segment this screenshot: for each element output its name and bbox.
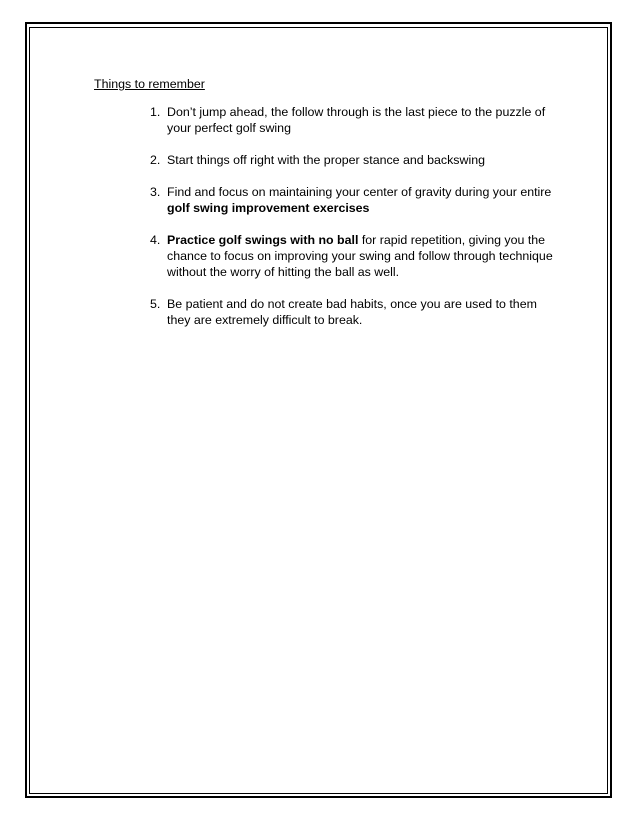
item-text-bold: golf swing improvement exercises [167,201,370,215]
item-number: 2. [150,153,161,167]
item-number: 1. [150,105,161,119]
item-text: Don’t jump ahead, the follow through is the last piece to the puzzle of your perfect golf swing [167,105,546,135]
item-text: Find and focus on maintaining your center of gravity during your entire [167,185,552,199]
item-text-bold: Practice golf swings with no ball [167,233,359,247]
item-number: 3. [150,185,161,199]
list-item [150,152,554,168]
item-number: 4. [150,233,161,247]
list-item [150,296,554,328]
document-content [94,76,554,344]
remember-list [94,104,554,328]
item-text: Start things off right with the proper stance and backswing [167,153,485,167]
list-item [150,184,554,216]
item-number: 5. [150,297,161,311]
item-text: for rapid repetition, giving you the chance to focus on improving your swing and follow through technique without the worry of hitting the ball as well. [167,233,553,279]
list-item [150,232,554,280]
item-text: Be patient and do not create bad habits, once you are used to them they are extremely difficult to break. [167,297,537,327]
section-heading: Things to remember [94,77,205,91]
list-item [150,104,554,136]
